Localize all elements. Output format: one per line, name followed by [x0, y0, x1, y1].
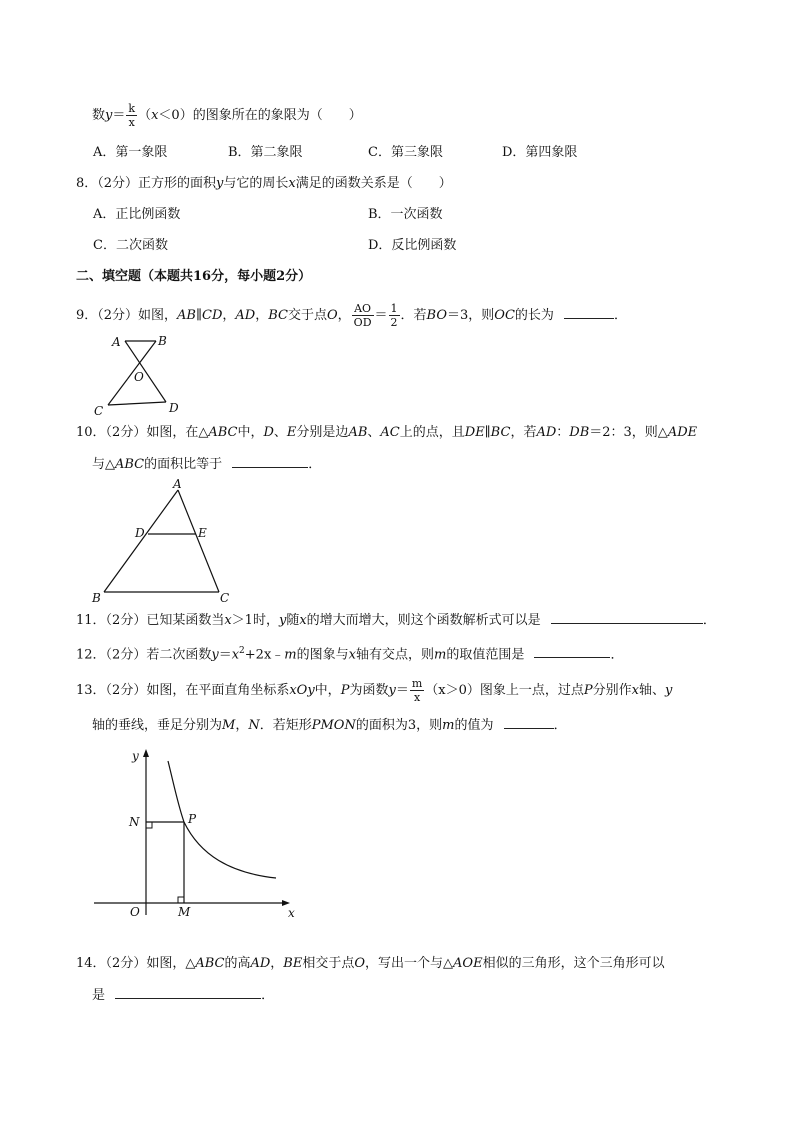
q8-option-c[interactable]: C．二次函数	[93, 238, 168, 253]
q13-label-p: P	[188, 812, 197, 826]
q9-label-b: B	[158, 334, 167, 348]
q10-answer-blank[interactable]	[232, 455, 308, 468]
q9-label-a: A	[112, 335, 121, 349]
q9-label-d: D	[169, 401, 179, 415]
q7-option-a[interactable]: A．第一象限	[93, 145, 168, 160]
q7-option-b[interactable]: B．第二象限	[228, 145, 303, 160]
q9-half-fraction: $\frac{1}{2}$	[390, 302, 398, 329]
q7-stem: 数y＝ $\frac{k}{x}$ （x＜0）的图象所在的象限为（ ）	[92, 102, 362, 129]
q9-label-c: C	[94, 404, 104, 418]
q13-answer-blank[interactable]	[504, 716, 554, 729]
q13-stem-line1: 13．（2分）如图，在平面直角坐标系xOy中，P为函数y＝ $\frac{m}{x}$ （x＞0）图象上一点，过点P分别作x轴、y	[76, 677, 673, 704]
q13-label-o: O	[130, 905, 140, 919]
q13-label-m: M	[178, 905, 191, 919]
q10-label-b: B	[92, 591, 101, 605]
q10-stem-line1: 10．（2分）如图，在△ABC中，D、E分别是边AB、AC上的点，且DE∥BC，若AD：DB＝2：3，则△ADE	[76, 425, 698, 440]
q13-label-n: N	[129, 815, 140, 829]
q9-stem: 9．（2分）如图，AB∥CD，AD，BC交于点O， $\frac{AO}{OD}$ ＝ $\frac{1}{2}$ ．若BO＝3，则OC的长为 ．	[76, 302, 628, 329]
q12-answer-blank[interactable]	[534, 645, 610, 658]
q10-label-a: A	[173, 477, 182, 491]
q8-stem: 8．（2分）正方形的面积y与它的周长x满足的函数关系是（ ）	[76, 176, 452, 191]
q10-label-d: D	[135, 526, 145, 540]
q14-answer-blank[interactable]	[115, 986, 261, 999]
q7-option-d[interactable]: D．第四象限	[502, 145, 578, 160]
q11-stem: 11．（2分）已知某函数当x＞1时，y随x的增大而增大，则这个函数解析式可以是 ．	[76, 613, 716, 628]
q13-figure	[90, 745, 310, 925]
q13-fraction: $\frac{m}{x}$	[411, 677, 423, 704]
q7-fraction: $\frac{k}{x}$	[128, 102, 136, 129]
q8-option-a[interactable]: A．正比例函数	[93, 207, 181, 222]
q8-option-b[interactable]: B．一次函数	[368, 207, 443, 222]
q10-label-c: C	[220, 591, 230, 605]
q7-option-c[interactable]: C．第三象限	[368, 145, 443, 160]
q13-stem-line2: 轴的垂线，垂足分别为M，N．若矩形PMON的面积为3，则m的值为 ．	[92, 718, 567, 733]
q13-label-y: y	[132, 749, 139, 763]
section-title: 二、填空题（本题共16分，每小题2分）	[76, 269, 312, 284]
q9-ratio-fraction: $\frac{AO}{OD}$	[353, 302, 372, 329]
q14-stem-line2: 是 ．	[92, 988, 275, 1003]
q14-stem-line1: 14．（2分）如图，△ABC的高AD，BE相交于点O，写出一个与△AOE相似的三角形，这个三角形可以	[76, 956, 665, 971]
q10-figure	[88, 478, 238, 608]
q10-label-e: E	[198, 526, 207, 540]
q9-answer-blank[interactable]	[564, 306, 614, 319]
q12-stem: 12．（2分）若二次函数$y=x^2+2x﹣m$的图象与x轴有交点，则m的取值范围是 ．	[76, 646, 624, 663]
q13-label-x: x	[288, 906, 295, 920]
q9-label-o: O	[134, 370, 144, 384]
q11-answer-blank[interactable]	[551, 611, 703, 624]
q8-option-d[interactable]: D．反比例函数	[368, 238, 457, 253]
q10-stem-line2: 与△ABC的面积比等于 ．	[92, 457, 322, 472]
q9-figure	[88, 330, 188, 420]
